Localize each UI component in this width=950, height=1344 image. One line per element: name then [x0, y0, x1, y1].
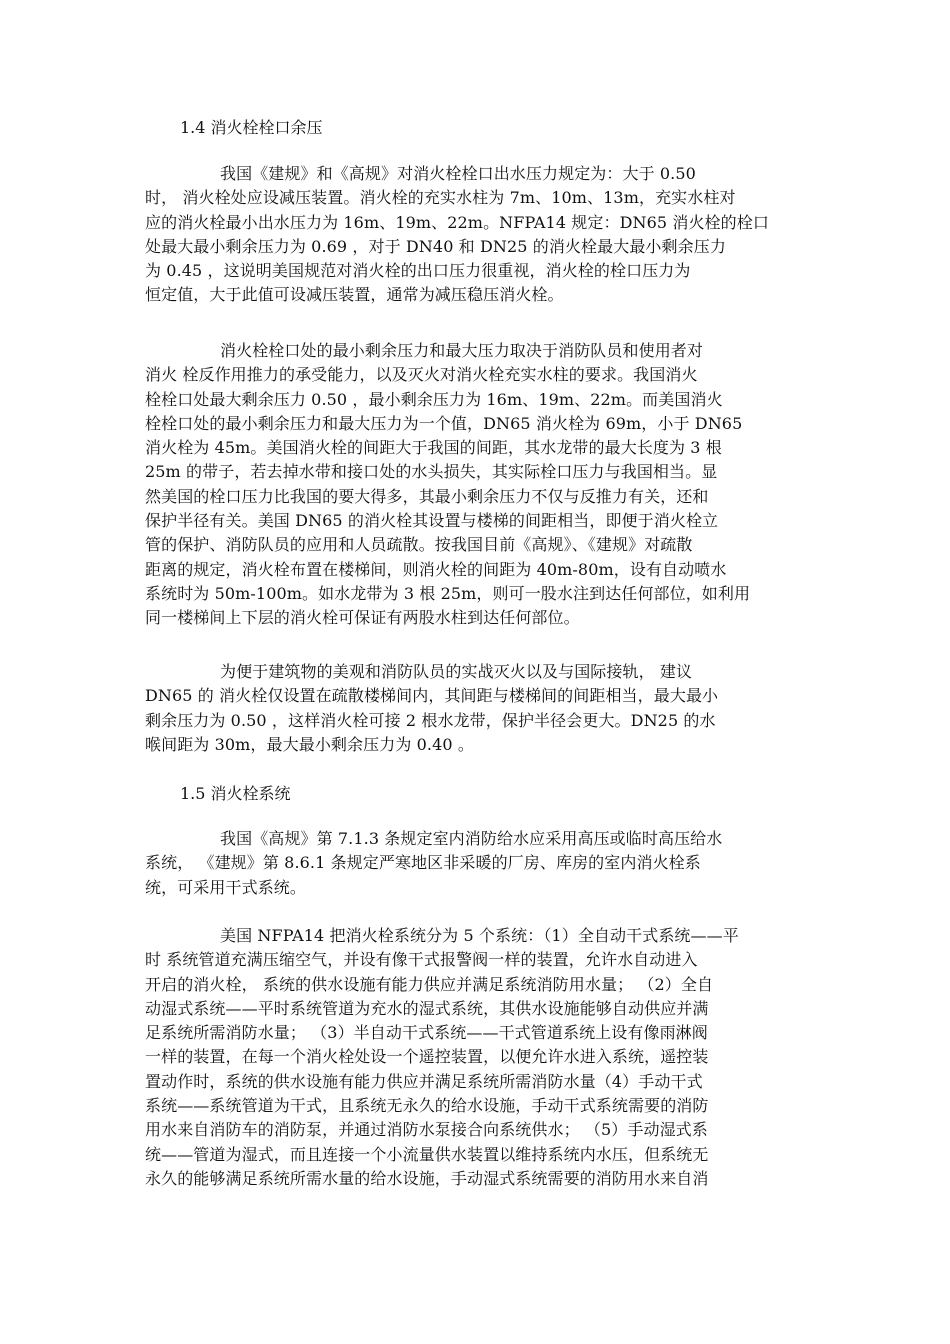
text-line: 系统时为 50m-100m。如水龙带为 3 根 25m，则可一股水注到达任何部位，如利用 [145, 583, 751, 603]
text-line: 永久的能够满足系统所需水量的给水设施，手动湿式系统需要的消防用水来自消 [145, 1168, 709, 1188]
text-line: 开启的消火栓， 系统的供水设施有能力供应并满足系统消防用水量； （2）全自 [145, 974, 714, 994]
section-1-4-heading: 1.4 消火栓栓口余压 [180, 118, 323, 137]
text-line: 用水来自消防车的消防泵，并通过消防水泵接合向系统供水； （5）手动湿式系 [145, 1120, 708, 1140]
text-line: 我国《高规》第 7.1.3 条规定室内消防给水应采用高压或临时高压给水 [220, 829, 723, 848]
text-line: 为便于建筑物的美观和消防队员的实战灭火以及与国际接轨， 建议 [220, 662, 693, 681]
text-line: 处最大最小剩余压力为 0.69 ，对于 DN40 和 DN25 的消火栓最大最小剩余压力 [145, 236, 726, 256]
text-line: 栓栓口处的最小剩余压力和最大压力为一个值，DN65 消火栓为 69m，小于 DN65 [145, 413, 743, 433]
text-line: 保护半径有关。美国 DN65 的消火栓其设置与楼梯的间距相当，即便于消火栓立 [145, 511, 719, 531]
text-line: 足系统所需消防水量； （3）半自动干式系统——干式管道系统上设有像雨淋阀 [145, 1023, 708, 1043]
section-1-4-paragraph-2 [145, 339, 805, 631]
section-1-5-heading: 1.5 消火栓系统 [180, 784, 291, 803]
text-line: 动湿式系统——平时系统管道为充水的湿式系统，其供水设施能够自动供应并满 [145, 998, 709, 1018]
text-line: 时， 消火栓处应设减压装置。消火栓的充实水柱为 7m、10m、13m，充实水柱对 [145, 188, 736, 208]
text-line: 消火栓栓口处的最小剩余压力和最大压力取决于消防队员和使用者对 [220, 341, 704, 360]
text-line: 应的消火栓最小出水压力为 16m、19m、22m。NFPA14 规定：DN65 消火栓的栓口 [145, 212, 769, 232]
text-line: DN65 的 消火栓仅设置在疏散楼梯间内，其间距与楼梯间的间距相当，最大最小 [145, 686, 719, 706]
text-line: 时 系统管道充满压缩空气，并设有像干式报警阀一样的装置，允许水自动进入 [145, 950, 698, 970]
section-1-5-paragraph-1 [145, 827, 805, 900]
text-line: 美国 NFPA14 把消火栓系统分为 5 个系统：（1）全自动干式系统——平 [220, 926, 739, 945]
text-line: 系统——系统管道为干式，且系统无永久的给水设施，手动干式系统需要的消防 [145, 1096, 709, 1116]
text-line: 距离的规定，消火栓布置在楼梯间，则消火栓的间距为 40m-80m，设有自动喷水 [145, 559, 727, 579]
section-1-4-paragraph-3 [145, 660, 805, 757]
section-1-4-paragraph-1 [145, 162, 805, 308]
text-line: 消火 栓反作用推力的承受能力，以及灭火对消火栓充实水柱的要求。我国消火 [145, 365, 698, 385]
text-line: 统——管道为湿式，而且连接一个小流量供水装置以维持系统内水压，但系统无 [145, 1144, 709, 1164]
text-line: 喉间距为 30m，最大最小剩余压力为 0.40 。 [145, 734, 474, 754]
section-1-5-paragraph-2 [145, 924, 805, 1191]
text-line: 置动作时，系统的供水设施有能力供应并满足系统所需消防水量（4）手动干式 [145, 1071, 703, 1091]
text-line: 同一楼梯间上下层的消火栓可保证有两股水柱到达任何部位。 [145, 608, 580, 628]
text-line: 为 0.45 ，这说明美国规范对消火栓的出口压力很重视，消火栓的栓口压力为 [145, 261, 691, 281]
text-line: 栓栓口处最大剩余压力 0.50 ，最小剩余压力为 16m、19m、22m。而美国消火 [145, 389, 723, 409]
text-line: 剩余压力为 0.50 ，这样消火栓可接 2 根水龙带，保护半径会更大。DN25 的水 [145, 710, 716, 730]
text-line: 消火栓为 45m。美国消火栓的间距大于我国的间距，其水龙带的最大长度为 3 根 [145, 438, 722, 458]
text-line: 统，可采用干式系统。 [145, 877, 307, 897]
text-line: 恒定值，大于此值可设减压装置，通常为减压稳压消火栓。 [145, 285, 564, 305]
text-line: 我国《建规》和《高规》对消火栓栓口出水压力规定为：大于 0.50 [220, 164, 696, 183]
text-line: 一样的装置，在每一个消火栓处设一个遥控装置，以便允许水进入系统，遥控装 [145, 1047, 709, 1067]
text-line: 管的保护、消防队员的应用和人员疏散。按我国目前《高规》、《建规》对疏散 [145, 535, 693, 555]
text-line: 25m 的带子，若去掉水带和接口处的水头损失，其实际栓口压力与我国相当。显 [145, 462, 718, 482]
text-line: 系统， 《建规》第 8.6.1 条规定严寒地区非采暖的厂房、库房的室内消火栓系 [145, 853, 701, 873]
text-line: 然美国的栓口压力比我国的要大得多，其最小剩余压力不仅与反推力有关，还和 [145, 486, 709, 506]
